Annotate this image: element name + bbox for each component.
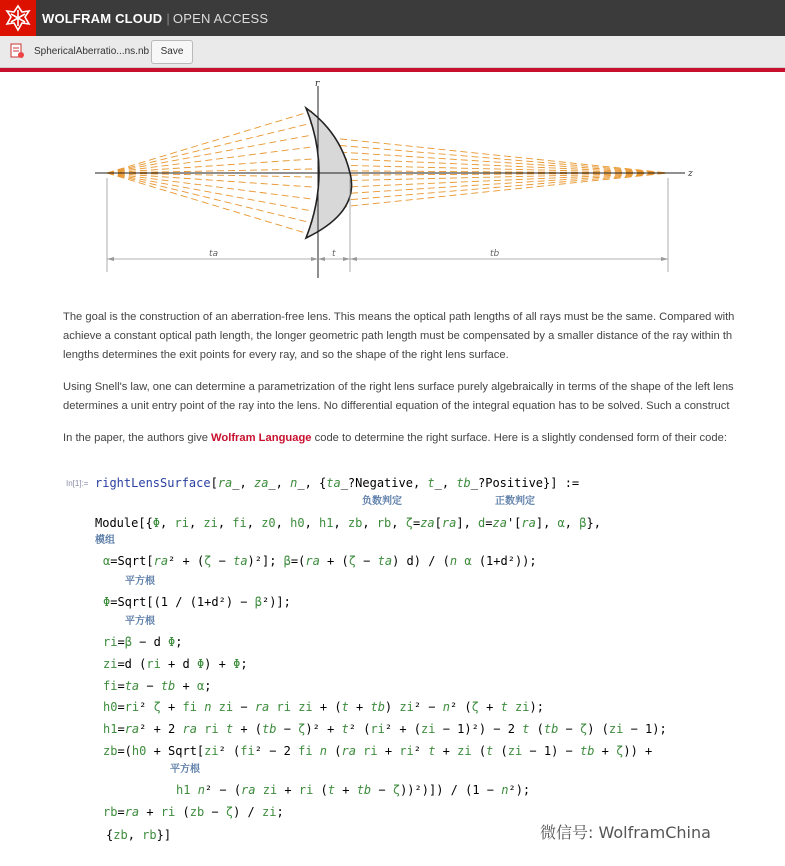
ray-outgoing <box>340 139 668 173</box>
code-line-zb[interactable]: zb=(h0 + Sqrt[zi² (fi² − 2 fi n (ra ri + ri² t + zi (t (zi − 1) − tb + ζ)) + <box>103 744 653 758</box>
paragraph-line: achieve a constant optical path length, the longer geometric path length must be compensated by a smaller distance of the ray within th <box>63 330 733 342</box>
annotation-negative: 负数判定 <box>362 496 402 507</box>
code-line-rb[interactable]: rb=ra + ri (zb − ζ) / zi; <box>103 805 284 819</box>
code-line-h1[interactable]: h1=ra² + 2 ra ri t + (tb − ζ)² + t² (ri² + (zi − 1)²) − 2 t (tb − ζ) (zi − 1); <box>103 722 667 736</box>
ray-outgoing <box>340 173 668 194</box>
annotation-sqrt-2: 平方根 <box>125 616 155 627</box>
z-axis-label: z <box>688 169 693 179</box>
ray-incoming <box>107 123 312 173</box>
annotation-module: 模组 <box>95 535 115 546</box>
paragraph-snell <box>63 378 785 416</box>
brand-title: WOLFRAM CLOUD | OPEN ACCESS <box>42 11 269 26</box>
wechat-watermark: 微信号: WolframChina <box>540 823 711 842</box>
paragraph-paper <box>63 429 785 448</box>
ray-outgoing <box>340 146 668 174</box>
notebook-toolbar <box>0 36 785 68</box>
ray-incoming <box>107 169 312 173</box>
paragraph-goal <box>63 308 785 365</box>
ray-incoming <box>107 173 312 199</box>
code-line-module[interactable]: Module[{Φ, ri, zi, fi, z0, h0, h1, zb, rb, ζ=za[ra], d=za'[ra], α, β}, <box>95 516 601 530</box>
notebook-file-icon <box>10 43 24 59</box>
ray-outgoing <box>340 152 668 173</box>
code-line-alpha[interactable]: α=Sqrt[ra² + (ζ − ta)²]; β=(ra + (ζ − ta) d) / (n α (1+d²)); <box>103 554 537 568</box>
dimension-ta: ta <box>209 249 219 259</box>
r-axis-label: r <box>315 79 320 89</box>
lens-diagram <box>0 72 785 302</box>
code-line-return[interactable]: {zb, rb}] <box>106 828 172 842</box>
code-line-1[interactable]: rightLensSurface[ra_, za_, n_, {ta_?Negative, t_, tb_?Positive}] := <box>95 476 580 490</box>
code-line-phi[interactable]: Φ=Sqrt[(1 / (1+d²) − β²)]; <box>103 595 291 609</box>
ray-incoming <box>107 135 312 173</box>
dimension-tb: tb <box>490 249 500 259</box>
input-cell-label: In[1]:= <box>66 479 89 488</box>
paragraph-text: code to determine the right surface. Here is a slightly condensed form of their code: <box>311 432 727 444</box>
paragraph-line: lengths determines the exit points for every ray, and so the shape of the right lens surface. <box>63 349 509 361</box>
ray-incoming <box>107 173 312 223</box>
code-line-fi[interactable]: fi=ta − tb + α; <box>103 679 212 693</box>
ray-incoming <box>107 173 312 235</box>
code-line-zi[interactable]: zi=d (ri + d Φ) + Φ; <box>103 657 248 671</box>
ray-incoming <box>107 173 312 177</box>
code-line-zb-cont[interactable]: h1 n² − (ra zi + ri (t + tb − ζ))²)]) / (1 − n²); <box>176 783 531 797</box>
annotation-sqrt-3: 平方根 <box>170 764 200 775</box>
ray-incoming <box>107 173 312 211</box>
ray-incoming <box>107 111 312 173</box>
wolfram-logo[interactable] <box>0 0 36 36</box>
save-button[interactable]: Save <box>151 40 193 64</box>
notebook-filename[interactable]: SphericalAberratio...ns.nb <box>34 46 150 57</box>
ray-incoming <box>107 147 312 173</box>
annotation-positive: 正数判定 <box>495 496 535 507</box>
code-line-ri[interactable]: ri=β − d Φ; <box>103 635 183 649</box>
paragraph-line: Using Snell's law, one can determine a parametrization of the right lens surface purely algebraically in terms of the shape of the left lens <box>63 381 734 393</box>
paragraph-text: In the paper, the authors give <box>63 432 212 444</box>
app-header <box>0 0 785 36</box>
ray-outgoing <box>340 173 668 207</box>
code-line-h0[interactable]: h0=ri² ζ + fi n zi − ra ri zi + (t + tb) zi² − n² (ζ + t zi); <box>103 700 544 714</box>
dimension-t: t <box>332 249 336 259</box>
paragraph-line: determines a unit entry point of the ray into the lens. No differential equation of the integral equation has to be solved. Such a construct <box>63 400 730 412</box>
annotation-sqrt-1: 平方根 <box>125 576 155 587</box>
ray-outgoing <box>340 173 668 201</box>
wolfram-language-link[interactable]: Wolfram Language <box>211 432 312 444</box>
paragraph-line: The goal is the construction of an aberration-free lens. This means the optical path lengths of all rays must be the same. Compared with <box>63 311 735 323</box>
